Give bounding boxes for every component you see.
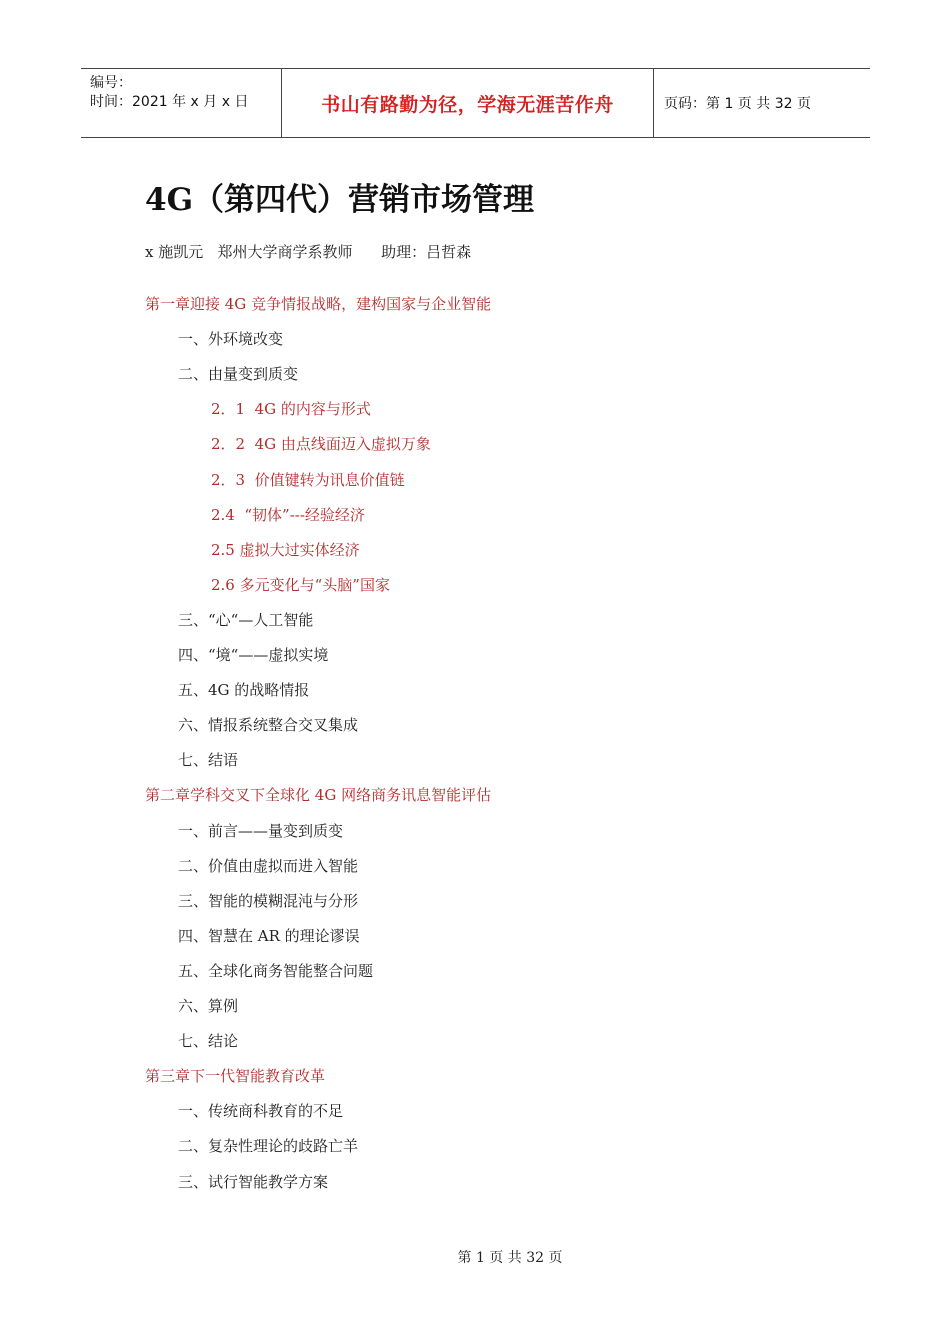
toc-chapter: 第一章迎接 4G 竞争情报战略，建构国家与企业智能 [145, 295, 492, 313]
toc-section: 五、全球化商务智能整合问题 [178, 961, 374, 980]
toc-chapter: 第二章学科交叉下全球化 4G 网络商务讯息智能评估 [145, 786, 492, 805]
page-footer: 第 1 页 共 32 页 [457, 1250, 563, 1266]
toc-section: 七、结论 [178, 1032, 239, 1051]
toc-section: 一、外环境改变 [178, 330, 284, 349]
toc-section: 六、算例 [178, 997, 239, 1015]
toc-section: 二、价值由虚拟而进入智能 [178, 856, 359, 875]
toc-section: 三、“心“—人工智能 [178, 610, 314, 629]
toc-section: 三、试行智能教学方案 [178, 1172, 329, 1191]
toc-subsection: 2.6 多元变化与“头脑”国家 [211, 575, 390, 594]
header-page-cell [654, 69, 870, 137]
header-info-cell [81, 69, 282, 137]
motto-text: 书山有路勤为径，学海无涯苦作舟 [321, 93, 614, 116]
toc-section: 三、智能的模糊混沌与分形 [178, 891, 359, 910]
toc-section: 五、4G 的战略情报 [178, 681, 310, 700]
toc-section: 一、前言——量变到质变 [178, 821, 344, 840]
toc-section: 一、传统商科教育的不足 [178, 1102, 344, 1121]
toc-subsection: 2．3 价值键转为讯息价值链 [211, 470, 405, 489]
page-number-label: 页码：第 1 页 共 32 页 [664, 96, 811, 112]
toc-section: 二、复杂性理论的歧路亡羊 [178, 1137, 359, 1156]
toc-chapter: 第三章下一代智能教育改革 [145, 1067, 326, 1086]
document-number-label: 编号： [90, 75, 132, 91]
header-table [81, 68, 870, 138]
toc-section: 四、智慧在 AR 的理论谬误 [178, 926, 360, 945]
toc-subsection: 2．2 4G 由点线面迈入虚拟万象 [211, 435, 431, 454]
toc-section: 二、由量变到质变 [178, 365, 299, 384]
toc-subsection: 2．1 4G 的内容与形式 [211, 400, 371, 419]
author-line: x 施凯元 郑州大学商学系教师 助理：吕哲森 [145, 243, 472, 261]
toc-section: 六、情报系统整合交叉集成 [178, 716, 359, 735]
toc-section: 七、结语 [178, 751, 239, 770]
toc-subsection: 2.5 虚拟大过实体经济 [211, 540, 360, 559]
document-title: 4G（第四代）营销市场管理 [145, 182, 535, 218]
toc-section: 四、“境“——虚拟实境 [178, 646, 329, 664]
header-motto-cell [282, 69, 654, 137]
document-time-label: 时间：2021 年 x 月 x 日 [90, 94, 249, 110]
toc-subsection: 2.4 “韧体”---经验经济 [211, 505, 365, 524]
